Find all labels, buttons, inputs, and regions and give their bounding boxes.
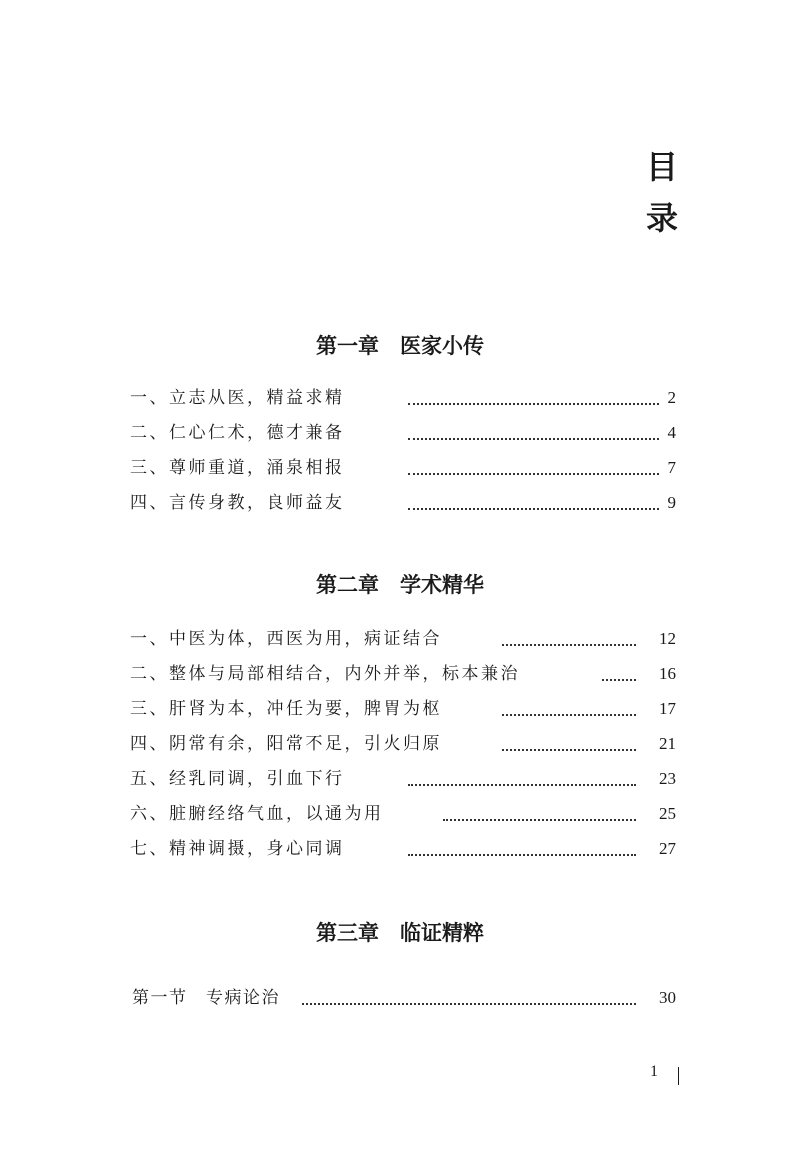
toc-entry-page: 17 bbox=[659, 699, 676, 718]
toc-leader-dots bbox=[408, 784, 636, 786]
toc-entry-page: 30 bbox=[659, 988, 676, 1007]
toc-entry[interactable] bbox=[0, 383, 800, 413]
toc-entry[interactable] bbox=[0, 418, 800, 448]
toc-leader-dots bbox=[302, 1003, 636, 1005]
toc-entry-title: 三、尊师重道，涌泉相报 bbox=[130, 458, 345, 478]
toc-entry-title: 五、经乳同调，引血下行 bbox=[130, 769, 345, 789]
toc-leader-dots bbox=[408, 403, 659, 405]
toc-entry-page: 16 bbox=[659, 664, 676, 683]
toc-entry-page: 23 bbox=[659, 769, 676, 788]
toc-entry[interactable] bbox=[0, 764, 800, 794]
page-title-char-1: 目 bbox=[645, 148, 678, 186]
toc-entry-page: 25 bbox=[659, 804, 676, 823]
toc-entry-page: 12 bbox=[659, 629, 676, 648]
toc-entry-page: 4 bbox=[667, 423, 676, 442]
toc-leader-dots bbox=[602, 679, 636, 681]
toc-entry-title: 第一节 专病论治 bbox=[132, 988, 280, 1008]
toc-entry-title: 二、仁心仁术，德才兼备 bbox=[130, 423, 345, 443]
toc-entry-title: 四、阴常有余，阳常不足，引火归原 bbox=[130, 734, 442, 754]
toc-entry-page: 21 bbox=[659, 734, 676, 753]
chapter-1-heading: 第一章 医家小传 bbox=[316, 333, 484, 358]
page-number-divider bbox=[678, 1067, 679, 1085]
toc-leader-dots bbox=[502, 714, 636, 716]
toc-entry-title: 六、脏腑经络气血，以通为用 bbox=[130, 804, 384, 824]
toc-entry[interactable] bbox=[0, 453, 800, 483]
toc-entry[interactable] bbox=[0, 694, 800, 724]
toc-entry[interactable] bbox=[0, 488, 800, 518]
toc-entry-page: 27 bbox=[659, 839, 676, 858]
toc-entry-page: 9 bbox=[667, 493, 676, 512]
toc-entry-title: 七、精神调摄，身心同调 bbox=[130, 839, 345, 859]
chapter-2-heading: 第二章 学术精华 bbox=[316, 572, 484, 597]
page-title-char-2: 录 bbox=[645, 199, 678, 237]
toc-entry-title: 一、立志从医，精益求精 bbox=[130, 388, 345, 408]
toc-entry[interactable] bbox=[0, 834, 800, 864]
chapter-3-heading: 第三章 临证精粹 bbox=[316, 920, 484, 945]
toc-leader-dots bbox=[408, 508, 659, 510]
toc-entry-title: 二、整体与局部相结合，内外并举，标本兼治 bbox=[130, 664, 520, 684]
toc-entry-page: 7 bbox=[667, 458, 676, 477]
toc-entry[interactable] bbox=[0, 983, 800, 1013]
toc-entry[interactable] bbox=[0, 624, 800, 654]
toc-leader-dots bbox=[408, 854, 636, 856]
toc-entry-title: 四、言传身教，良师益友 bbox=[130, 493, 345, 513]
toc-leader-dots bbox=[502, 749, 636, 751]
toc-leader-dots bbox=[408, 473, 659, 475]
toc-entry[interactable] bbox=[0, 729, 800, 759]
toc-entry-title: 一、中医为体，西医为用，病证结合 bbox=[130, 629, 442, 649]
toc-entry[interactable] bbox=[0, 799, 800, 829]
toc-leader-dots bbox=[502, 644, 636, 646]
toc-entry[interactable] bbox=[0, 659, 800, 689]
toc-entry-title: 三、肝肾为本，冲任为要，脾胃为枢 bbox=[130, 699, 442, 719]
toc-leader-dots bbox=[443, 819, 636, 821]
page-number: 1 bbox=[650, 1063, 658, 1080]
toc-leader-dots bbox=[408, 438, 659, 440]
toc-entry-page: 2 bbox=[667, 388, 676, 407]
